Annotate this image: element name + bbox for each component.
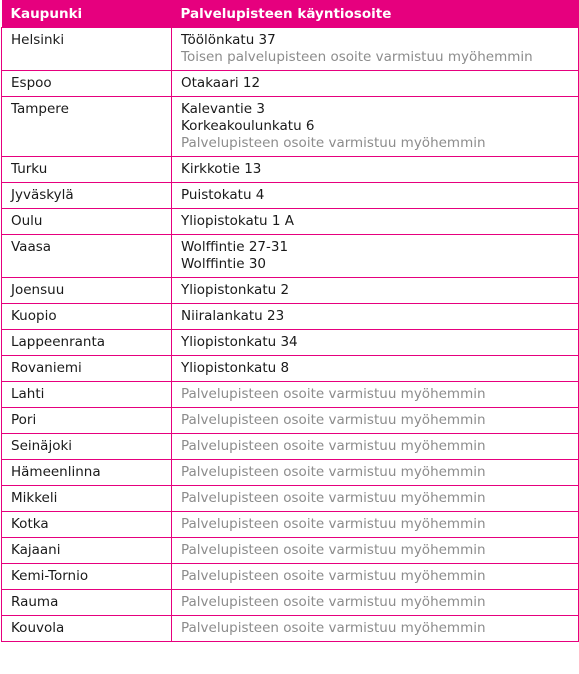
- address-pending-note: Palvelupisteen osoite varmistuu myöhemmin: [181, 620, 486, 636]
- city-cell: Lappeenranta: [2, 330, 172, 356]
- address-line: Töölönkatu 37: [181, 32, 276, 48]
- address-line: Niiralankatu 23: [181, 308, 285, 324]
- table-body: [2, 28, 579, 642]
- column-header-city: Kaupunki: [2, 0, 172, 28]
- table-row: [2, 356, 579, 382]
- table-row: [2, 235, 579, 278]
- address-line: Yliopistonkatu 34: [181, 334, 298, 350]
- address-cell: [172, 330, 579, 356]
- table-row: [2, 304, 579, 330]
- address-pending-note: Toisen palvelupisteen osoite varmistuu myöhemmin: [181, 49, 533, 65]
- address-pending-note: Palvelupisteen osoite varmistuu myöhemmin: [181, 568, 486, 584]
- table-row: [2, 71, 579, 97]
- address-cell: [172, 382, 579, 408]
- city-cell: Jyväskylä: [2, 183, 172, 209]
- city-cell: Helsinki: [2, 28, 172, 71]
- address-cell: [172, 434, 579, 460]
- table-row: [2, 157, 579, 183]
- address-line: Wolffintie 27-31: [181, 239, 289, 255]
- service-points-table: [1, 0, 579, 642]
- address-cell: [172, 278, 579, 304]
- table-row: [2, 616, 579, 642]
- address-cell: [172, 71, 579, 97]
- table-row: [2, 330, 579, 356]
- city-cell: Hämeenlinna: [2, 460, 172, 486]
- table-row: [2, 28, 579, 71]
- city-cell: Rauma: [2, 590, 172, 616]
- city-cell: Turku: [2, 157, 172, 183]
- table-row: [2, 538, 579, 564]
- address-cell: [172, 209, 579, 235]
- address-pending-note: Palvelupisteen osoite varmistuu myöhemmin: [181, 464, 486, 480]
- city-cell: Kajaani: [2, 538, 172, 564]
- address-cell: [172, 356, 579, 382]
- address-pending-note: Palvelupisteen osoite varmistuu myöhemmin: [181, 438, 486, 454]
- address-line: Kirkkotie 13: [181, 161, 262, 177]
- city-cell: Mikkeli: [2, 486, 172, 512]
- table-row: [2, 486, 579, 512]
- table-row: [2, 382, 579, 408]
- address-line: Otakaari 12: [181, 75, 261, 91]
- table-row: [2, 434, 579, 460]
- address-cell: [172, 304, 579, 330]
- table-row: [2, 183, 579, 209]
- address-cell: [172, 564, 579, 590]
- address-line: Wolffintie 30: [181, 256, 266, 272]
- city-cell: Tampere: [2, 97, 172, 157]
- address-cell: [172, 28, 579, 71]
- city-cell: Oulu: [2, 209, 172, 235]
- address-cell: [172, 408, 579, 434]
- address-cell: [172, 512, 579, 538]
- address-line: Puistokatu 4: [181, 187, 265, 203]
- address-pending-note: Palvelupisteen osoite varmistuu myöhemmin: [181, 490, 486, 506]
- address-pending-note: Palvelupisteen osoite varmistuu myöhemmin: [181, 386, 486, 402]
- address-cell: [172, 235, 579, 278]
- address-line: Yliopistonkatu 8: [181, 360, 290, 376]
- table-row: [2, 97, 579, 157]
- address-cell: [172, 538, 579, 564]
- address-pending-note: Palvelupisteen osoite varmistuu myöhemmin: [181, 542, 486, 558]
- city-cell: Kouvola: [2, 616, 172, 642]
- address-cell: [172, 486, 579, 512]
- table-row: [2, 590, 579, 616]
- city-cell: Pori: [2, 408, 172, 434]
- table-row: [2, 564, 579, 590]
- address-cell: [172, 183, 579, 209]
- address-cell: [172, 97, 579, 157]
- address-line: Yliopistonkatu 2: [181, 282, 290, 298]
- table-row: [2, 209, 579, 235]
- table-header-row: [2, 0, 579, 28]
- table-row: [2, 512, 579, 538]
- address-cell: [172, 460, 579, 486]
- city-cell: Seinäjoki: [2, 434, 172, 460]
- address-line: Korkeakoulunkatu 6: [181, 118, 315, 134]
- address-line: Yliopistokatu 1 A: [181, 213, 295, 229]
- city-cell: Lahti: [2, 382, 172, 408]
- table-row: [2, 408, 579, 434]
- city-cell: Rovaniemi: [2, 356, 172, 382]
- address-cell: [172, 590, 579, 616]
- city-cell: Espoo: [2, 71, 172, 97]
- address-pending-note: Palvelupisteen osoite varmistuu myöhemmin: [181, 135, 486, 151]
- city-cell: Joensuu: [2, 278, 172, 304]
- table-row: [2, 278, 579, 304]
- city-cell: Kotka: [2, 512, 172, 538]
- table-row: [2, 460, 579, 486]
- city-cell: Kuopio: [2, 304, 172, 330]
- address-cell: [172, 616, 579, 642]
- address-cell: [172, 157, 579, 183]
- address-pending-note: Palvelupisteen osoite varmistuu myöhemmin: [181, 594, 486, 610]
- address-pending-note: Palvelupisteen osoite varmistuu myöhemmin: [181, 412, 486, 428]
- address-pending-note: Palvelupisteen osoite varmistuu myöhemmin: [181, 516, 486, 532]
- city-cell: Vaasa: [2, 235, 172, 278]
- column-header-address: Palvelupisteen käyntiosoite: [172, 0, 579, 28]
- address-line: Kalevantie 3: [181, 101, 265, 117]
- city-cell: Kemi-Tornio: [2, 564, 172, 590]
